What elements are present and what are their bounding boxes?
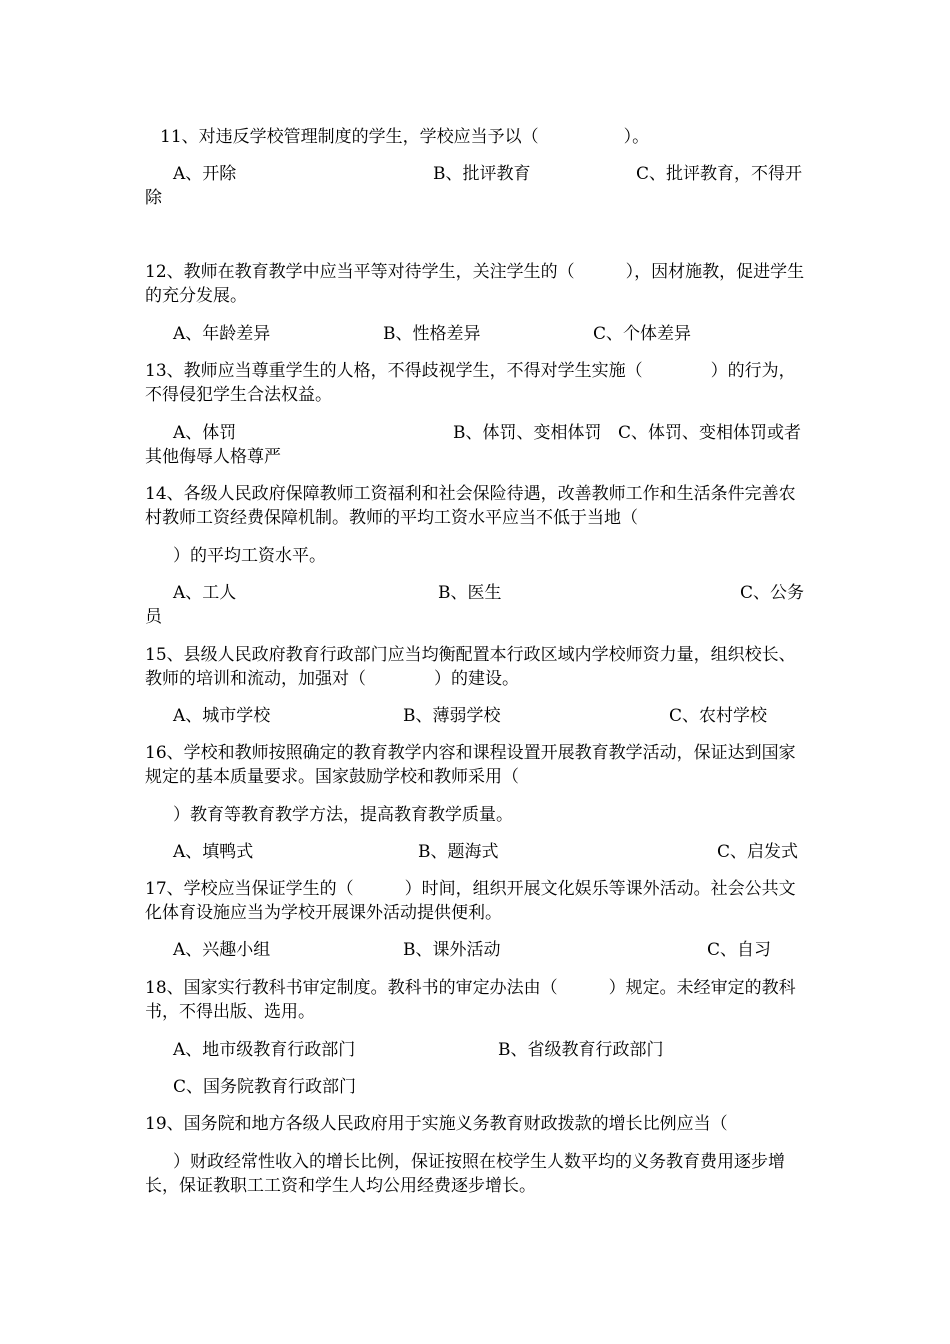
question-11-option-c-continued: 除 xyxy=(145,188,162,208)
question-14-option-a: A、工人 xyxy=(173,583,237,603)
question-17-option-a: A、兴趣小组 xyxy=(173,940,271,960)
question-12-stem: 12、教师在教育教学中应当平等对待学生，关注学生的（ ），因材施教，促进学生的充分发展。 xyxy=(145,262,805,306)
question-13-option-a: A、体罚 xyxy=(173,423,237,443)
question-13-option-b: B、体罚、变相体罚 xyxy=(453,423,602,443)
question-12-option-c: C、个体差异 xyxy=(593,324,692,344)
question-11-option-a: A、开除 xyxy=(173,164,237,184)
question-18-stem: 18、国家实行教科书审定制度。教科书的审定办法由（ ）规定。未经审定的教科书，不得出版、选用。 xyxy=(145,978,796,1022)
question-12-option-b: B、性格差异 xyxy=(383,324,481,344)
question-18-option-b: B、省级教育行政部门 xyxy=(498,1040,664,1060)
question-17-option-b: B、课外活动 xyxy=(403,940,501,960)
question-13-option-c-continued: 其他侮辱人格尊严 xyxy=(145,447,281,467)
question-11-option-b: B、批评教育 xyxy=(433,164,531,184)
question-18-option-a: A、地市级教育行政部门 xyxy=(173,1040,356,1060)
question-16-option-b: B、题海式 xyxy=(418,842,499,862)
question-11-option-c: C、批评教育，不得开 xyxy=(636,164,803,184)
question-12-option-a: A、年龄差异 xyxy=(173,324,271,344)
question-15-stem: 15、县级人民政府教育行政部门应当均衡配置本行政区域内学校师资力量，组织校长、教师的培训和流动，加强对（ ）的建设。 xyxy=(145,645,796,689)
question-14-option-c-continued: 员 xyxy=(145,607,162,627)
question-14-stem: 14、各级人民政府保障教师工资福利和社会保险待遇，改善教师工作和生活条件完善农村教师工资经费保障机制。教师的平均工资水平应当不低于当地（ xyxy=(145,484,796,528)
question-14-option-c: C、公务 xyxy=(740,583,805,603)
question-16-option-c: C、启发式 xyxy=(717,842,799,862)
question-14-option-b: B、医生 xyxy=(438,583,502,603)
question-16-stem: 16、学校和教师按照确定的教育教学内容和课程设置开展教育教学活动，保证达到国家规定的基本质量要求。国家鼓励学校和教师采用（ xyxy=(145,743,796,787)
question-17-option-c: C、自习 xyxy=(707,940,772,960)
question-19-stem-continued: ）财政经常性收入的增长比例，保证按照在校学生人数平均的义务教育费用逐步增长，保证教职工工资和学生人均公用经费逐步增长。 xyxy=(145,1152,785,1196)
question-11-stem: 11、对违反学校管理制度的学生，学校应当予以（ ）。 xyxy=(160,127,650,147)
question-18-option-c: C、国务院教育行政部门 xyxy=(173,1077,357,1097)
question-15-option-b: B、薄弱学校 xyxy=(403,706,501,726)
question-14-stem-continued: ）的平均工资水平。 xyxy=(173,546,326,566)
question-13-stem: 13、教师应当尊重学生的人格，不得歧视学生，不得对学生实施（ ）的行为，不得侵犯学生合法权益。 xyxy=(145,361,796,405)
question-13-option-c: C、体罚、变相体罚或者 xyxy=(618,423,802,443)
question-17-stem: 17、学校应当保证学生的（ ）时间，组织开展文化娱乐等课外活动。社会公共文化体育设施应当为学校开展课外活动提供便利。 xyxy=(145,879,796,923)
question-19-stem: 19、国务院和地方各级人民政府用于实施义务教育财政拨款的增长比例应当（ xyxy=(145,1114,728,1134)
question-15-option-c: C、农村学校 xyxy=(669,706,768,726)
question-15-option-a: A、城市学校 xyxy=(173,706,271,726)
question-16-option-a: A、填鸭式 xyxy=(173,842,254,862)
question-16-stem-continued: ）教育等教育教学方法，提高教育教学质量。 xyxy=(173,805,513,825)
